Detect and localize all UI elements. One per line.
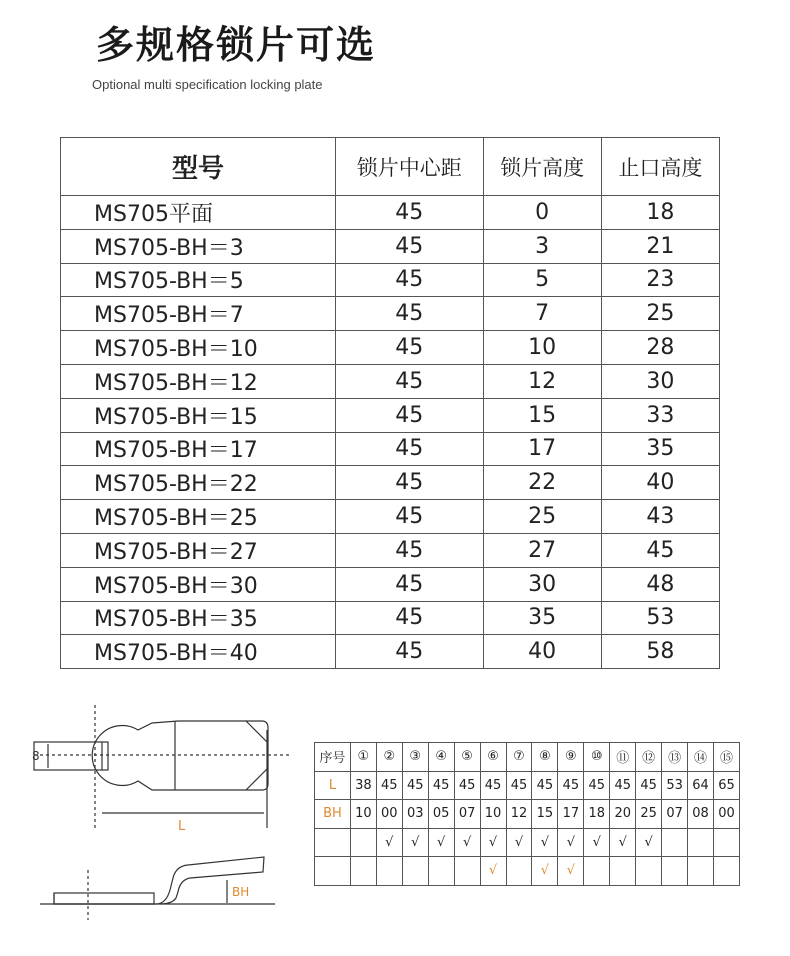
- index-cell: √: [636, 828, 662, 857]
- table-cell: 45: [336, 229, 483, 263]
- table-cell: 45: [336, 466, 483, 500]
- index-cell: [402, 857, 428, 886]
- row-label: 序号: [315, 743, 351, 772]
- table-cell: 5: [483, 263, 601, 297]
- index-cell: √: [558, 857, 584, 886]
- table-cell: 22: [483, 466, 601, 500]
- index-cell: 08: [688, 800, 714, 829]
- index-cell: √: [558, 828, 584, 857]
- index-table: [314, 742, 740, 886]
- table-cell: MS705平面: [61, 196, 336, 230]
- table-cell: 45: [336, 500, 483, 534]
- index-cell: 45: [376, 771, 402, 800]
- index-cell: ⑮: [714, 743, 740, 772]
- index-cell: ⑨: [558, 743, 584, 772]
- table-cell: 53: [601, 601, 719, 635]
- index-cell: 64: [688, 771, 714, 800]
- index-cell: √: [428, 828, 454, 857]
- row-label: [315, 828, 351, 857]
- index-cell: [506, 857, 532, 886]
- page-title: 多规格锁片可选: [96, 23, 377, 67]
- index-cell: 00: [376, 800, 402, 829]
- index-cell: 07: [662, 800, 688, 829]
- table-cell: 17: [483, 432, 601, 466]
- index-table-row: [315, 800, 740, 829]
- index-cell: ⑭: [688, 743, 714, 772]
- table-cell: MS705-BH＝5: [61, 263, 336, 297]
- index-cell: ⑤: [454, 743, 480, 772]
- index-cell: 45: [402, 771, 428, 800]
- table-cell: MS705-BH＝10: [61, 331, 336, 365]
- index-cell: [350, 857, 376, 886]
- table-cell: 30: [601, 364, 719, 398]
- index-cell: [688, 857, 714, 886]
- table-cell: MS705-BH＝25: [61, 500, 336, 534]
- table-row: [61, 432, 720, 466]
- index-cell: ⑩: [584, 743, 610, 772]
- table-cell: MS705-BH＝15: [61, 398, 336, 432]
- index-cell: 03: [402, 800, 428, 829]
- table-cell: 45: [336, 567, 483, 601]
- table-cell: MS705-BH＝12: [61, 364, 336, 398]
- row-label: [315, 857, 351, 886]
- index-cell: 45: [480, 771, 506, 800]
- index-cell: √: [610, 828, 636, 857]
- table-cell: MS705-BH＝27: [61, 533, 336, 567]
- index-cell: [376, 857, 402, 886]
- width-label: 8: [32, 749, 40, 763]
- index-cell: 65: [714, 771, 740, 800]
- table-row: [61, 196, 720, 230]
- table-cell: MS705-BH＝40: [61, 635, 336, 669]
- index-table-row: [315, 857, 740, 886]
- index-cell: 17: [558, 800, 584, 829]
- index-cell: √: [480, 828, 506, 857]
- index-cell: 45: [506, 771, 532, 800]
- index-cell: 45: [558, 771, 584, 800]
- index-cell: 45: [636, 771, 662, 800]
- row-label: BH: [315, 800, 351, 829]
- table-cell: 40: [601, 466, 719, 500]
- length-label: L: [178, 819, 186, 834]
- table-row: [61, 466, 720, 500]
- table-cell: 40: [483, 635, 601, 669]
- index-cell: 12: [506, 800, 532, 829]
- index-cell: [662, 857, 688, 886]
- table-row: [61, 601, 720, 635]
- table-cell: MS705-BH＝17: [61, 432, 336, 466]
- table-cell: 0: [483, 196, 601, 230]
- index-cell: ⑬: [662, 743, 688, 772]
- table-cell: MS705-BH＝35: [61, 601, 336, 635]
- index-cell: 20: [610, 800, 636, 829]
- index-table-row: [315, 771, 740, 800]
- table-cell: 45: [601, 533, 719, 567]
- index-cell: ⑪: [610, 743, 636, 772]
- table-row: [61, 263, 720, 297]
- index-cell: √: [506, 828, 532, 857]
- table-row: [61, 297, 720, 331]
- index-cell: √: [480, 857, 506, 886]
- index-cell: 00: [714, 800, 740, 829]
- table-cell: 45: [336, 364, 483, 398]
- index-cell: 45: [454, 771, 480, 800]
- column-header: 锁片中心距: [336, 138, 483, 196]
- table-cell: 45: [336, 601, 483, 635]
- index-cell: [350, 828, 376, 857]
- table-cell: 43: [601, 500, 719, 534]
- lock-plate-diagram: [20, 700, 320, 940]
- index-cell: ②: [376, 743, 402, 772]
- table-row: [61, 229, 720, 263]
- index-cell: 10: [480, 800, 506, 829]
- index-cell: √: [584, 828, 610, 857]
- index-cell: ⑦: [506, 743, 532, 772]
- table-row: [61, 533, 720, 567]
- index-cell: 25: [636, 800, 662, 829]
- index-cell: ⑧: [532, 743, 558, 772]
- index-cell: √: [532, 857, 558, 886]
- index-cell: 45: [610, 771, 636, 800]
- index-cell: [610, 857, 636, 886]
- index-cell: [454, 857, 480, 886]
- table-cell: 23: [601, 263, 719, 297]
- table-cell: 45: [336, 432, 483, 466]
- index-cell: ⑥: [480, 743, 506, 772]
- index-cell: [428, 857, 454, 886]
- table-cell: 45: [336, 263, 483, 297]
- table-cell: 35: [601, 432, 719, 466]
- table-cell: 45: [336, 398, 483, 432]
- table-cell: 25: [601, 297, 719, 331]
- index-cell: 45: [532, 771, 558, 800]
- index-table-row: [315, 828, 740, 857]
- column-header: 锁片高度: [483, 138, 601, 196]
- index-cell: 38: [350, 771, 376, 800]
- index-cell: 45: [584, 771, 610, 800]
- index-cell: ③: [402, 743, 428, 772]
- index-cell: ④: [428, 743, 454, 772]
- index-cell: ⑫: [636, 743, 662, 772]
- table-cell: 10: [483, 331, 601, 365]
- table-row: [61, 635, 720, 669]
- index-cell: [636, 857, 662, 886]
- table-cell: 58: [601, 635, 719, 669]
- index-table-row: [315, 743, 740, 772]
- index-cell: 45: [428, 771, 454, 800]
- table-cell: 45: [336, 331, 483, 365]
- table-cell: 18: [601, 196, 719, 230]
- index-cell: √: [402, 828, 428, 857]
- height-label: BH: [232, 885, 250, 899]
- table-cell: 25: [483, 500, 601, 534]
- table-cell: MS705-BH＝22: [61, 466, 336, 500]
- index-cell: √: [454, 828, 480, 857]
- table-row: [61, 331, 720, 365]
- index-cell: ①: [350, 743, 376, 772]
- column-header: 止口高度: [601, 138, 719, 196]
- table-cell: 7: [483, 297, 601, 331]
- spec-table: [60, 137, 720, 669]
- index-cell: 18: [584, 800, 610, 829]
- index-cell: 15: [532, 800, 558, 829]
- row-label: L: [315, 771, 351, 800]
- index-cell: [662, 828, 688, 857]
- table-row: [61, 364, 720, 398]
- index-cell: [714, 857, 740, 886]
- table-cell: 27: [483, 533, 601, 567]
- index-cell: 53: [662, 771, 688, 800]
- index-cell: 07: [454, 800, 480, 829]
- index-cell: [714, 828, 740, 857]
- table-cell: MS705-BH＝30: [61, 567, 336, 601]
- table-cell: 3: [483, 229, 601, 263]
- index-cell: √: [376, 828, 402, 857]
- table-cell: 12: [483, 364, 601, 398]
- table-cell: 15: [483, 398, 601, 432]
- table-cell: 45: [336, 635, 483, 669]
- table-cell: 30: [483, 567, 601, 601]
- table-cell: 33: [601, 398, 719, 432]
- table-row: [61, 398, 720, 432]
- table-cell: MS705-BH＝7: [61, 297, 336, 331]
- table-row: [61, 500, 720, 534]
- column-header: 型号: [61, 138, 336, 196]
- table-cell: 45: [336, 297, 483, 331]
- table-cell: 21: [601, 229, 719, 263]
- table-row: [61, 567, 720, 601]
- table-cell: 45: [336, 533, 483, 567]
- table-cell: 45: [336, 196, 483, 230]
- page-subtitle: Optional multi specification locking plate: [92, 77, 323, 92]
- index-cell: [584, 857, 610, 886]
- index-cell: √: [532, 828, 558, 857]
- table-cell: MS705-BH＝3: [61, 229, 336, 263]
- table-cell: 48: [601, 567, 719, 601]
- table-cell: 28: [601, 331, 719, 365]
- index-cell: [688, 828, 714, 857]
- index-cell: 05: [428, 800, 454, 829]
- table-cell: 35: [483, 601, 601, 635]
- index-cell: 10: [350, 800, 376, 829]
